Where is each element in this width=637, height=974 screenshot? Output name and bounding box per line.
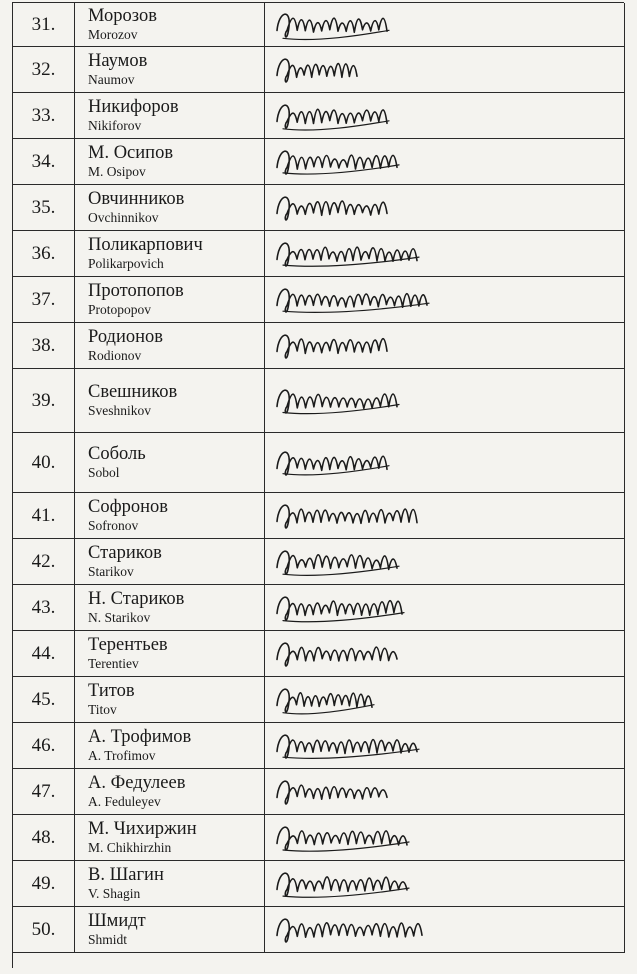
row-number: 39. — [13, 369, 75, 433]
signature-stroke — [277, 735, 417, 758]
name-russian: Софронов — [88, 497, 168, 517]
name-russian: Соболь — [88, 444, 146, 464]
signature-cell — [265, 723, 625, 769]
name-english: M. Osipov — [88, 164, 146, 179]
signature-cell — [265, 47, 625, 93]
name-cell — [75, 3, 265, 47]
name-russian: Наумов — [88, 51, 148, 71]
name-russian: Титов — [88, 681, 135, 701]
row-number: 47. — [13, 769, 75, 815]
name-english: Terentiev — [88, 656, 139, 671]
signature-stroke — [277, 597, 402, 620]
row-number: 49. — [13, 861, 75, 907]
row-number: 33. — [13, 93, 75, 139]
row-number: 46. — [13, 723, 75, 769]
name-cell — [75, 139, 265, 185]
name-cell — [75, 93, 265, 139]
signature-stroke — [277, 919, 422, 942]
signature-cell — [265, 277, 625, 323]
signature-stroke — [277, 505, 417, 528]
signature-image — [273, 818, 423, 857]
signature-flourish — [283, 257, 419, 266]
row-number: 41. — [13, 493, 75, 539]
name-russian: Свешников — [88, 382, 178, 402]
row-number: 36. — [13, 231, 75, 277]
name-russian: А. Трофимов — [88, 727, 192, 747]
name-russian: Поликарпович — [88, 235, 203, 255]
name-cell — [75, 369, 265, 433]
name-english: Sveshnikov — [88, 403, 152, 418]
name-english: Rodionov — [88, 348, 142, 363]
row-number: 40. — [13, 433, 75, 493]
name-russian: Морозов — [88, 6, 157, 26]
signature-stroke — [277, 781, 387, 804]
signature-image — [273, 496, 433, 535]
name-cell — [75, 231, 265, 277]
signature-image — [273, 50, 373, 89]
signature-flourish — [283, 705, 374, 714]
name-cell — [75, 631, 265, 677]
name-russian: Родионов — [88, 327, 163, 347]
signature-stroke — [277, 289, 427, 312]
name-cell — [75, 433, 265, 493]
name-english: Nikiforov — [88, 118, 142, 133]
row-number: 42. — [13, 539, 75, 585]
row-number: 32. — [13, 47, 75, 93]
signature-cell — [265, 769, 625, 815]
signature-flourish — [283, 405, 399, 414]
signature-image — [273, 96, 403, 135]
signature-flourish — [283, 121, 389, 130]
name-english: A. Trofimov — [88, 748, 156, 763]
signature-stroke — [277, 335, 387, 358]
signature-stroke — [277, 689, 372, 712]
signature-image — [273, 634, 413, 673]
signature-image — [273, 280, 443, 319]
signature-stroke — [277, 197, 387, 220]
signature-stroke — [277, 643, 397, 666]
name-english: Morozov — [88, 27, 138, 42]
signature-image — [273, 726, 433, 765]
name-cell — [75, 539, 265, 585]
name-cell — [75, 47, 265, 93]
signature-cell — [265, 631, 625, 677]
signature-image — [273, 772, 403, 811]
signature-stroke — [277, 243, 417, 266]
signature-stroke — [277, 151, 397, 174]
name-russian: Шмидт — [88, 911, 146, 931]
name-english: N. Starikov — [88, 610, 151, 625]
name-english: Protopopov — [88, 302, 152, 317]
name-russian: Овчинников — [88, 189, 185, 209]
row-number: 45. — [13, 677, 75, 723]
signature-flourish — [283, 566, 399, 575]
row-number: 43. — [13, 585, 75, 631]
signature-cell — [265, 815, 625, 861]
name-english: Naumov — [88, 72, 135, 87]
signature-flourish — [283, 749, 419, 758]
name-russian: Н. Стариков — [88, 589, 185, 609]
signature-cell — [265, 493, 625, 539]
signature-cell — [265, 323, 625, 369]
signature-cell — [265, 3, 625, 47]
signature-stroke — [277, 873, 407, 896]
name-english: Sofronov — [88, 518, 139, 533]
name-cell — [75, 815, 265, 861]
signature-image — [273, 436, 403, 489]
name-russian: Протопопов — [88, 281, 184, 301]
name-russian: Никифоров — [88, 97, 179, 117]
signature-stroke — [277, 452, 387, 475]
signature-image — [273, 588, 418, 627]
row-number: 34. — [13, 139, 75, 185]
name-english: Titov — [88, 702, 117, 717]
name-english: Shmidt — [88, 932, 128, 947]
name-russian: Стариков — [88, 543, 162, 563]
name-cell — [75, 185, 265, 231]
name-russian: В. Шагин — [88, 865, 164, 885]
signature-stroke — [277, 551, 397, 574]
signature-image — [273, 864, 423, 903]
signatures-table — [12, 2, 624, 968]
signature-image — [273, 910, 438, 949]
signature-image — [273, 326, 403, 365]
name-cell — [75, 677, 265, 723]
signature-stroke — [277, 59, 357, 82]
signature-image — [273, 6, 403, 43]
row-number: 37. — [13, 277, 75, 323]
signature-image — [273, 234, 433, 273]
signature-image — [273, 142, 413, 181]
name-russian: А. Федулеев — [88, 773, 186, 793]
signature-flourish — [283, 165, 399, 174]
name-cell — [75, 723, 265, 769]
name-cell — [75, 769, 265, 815]
signature-image — [273, 188, 403, 227]
signature-cell — [265, 93, 625, 139]
name-cell — [75, 323, 265, 369]
signature-cell — [265, 139, 625, 185]
name-russian: Терентьев — [88, 635, 168, 655]
signature-flourish — [283, 30, 389, 39]
name-english: Ovchinnikov — [88, 210, 159, 225]
signature-cell — [265, 677, 625, 723]
name-english: Starikov — [88, 564, 134, 579]
signature-image — [273, 372, 413, 429]
signature-cell — [265, 539, 625, 585]
name-russian: М. Осипов — [88, 143, 174, 163]
signature-image — [273, 680, 388, 719]
row-number: 44. — [13, 631, 75, 677]
row-number: 50. — [13, 907, 75, 953]
row-number: 38. — [13, 323, 75, 369]
row-number: 31. — [13, 3, 75, 47]
name-cell — [75, 585, 265, 631]
name-english: A. Feduleyev — [88, 794, 161, 809]
name-english: Polikarpovich — [88, 256, 164, 271]
name-english: Sobol — [88, 465, 120, 480]
row-number: 35. — [13, 185, 75, 231]
signature-cell — [265, 369, 625, 433]
name-cell — [75, 277, 265, 323]
name-english: M. Chikhirzhin — [88, 840, 172, 855]
name-cell — [75, 861, 265, 907]
signature-cell — [265, 907, 625, 953]
signature-cell — [265, 231, 625, 277]
signature-cell — [265, 861, 625, 907]
name-russian: М. Чихиржин — [88, 819, 197, 839]
row-number: 48. — [13, 815, 75, 861]
name-english: V. Shagin — [88, 886, 141, 901]
signature-cell — [265, 433, 625, 493]
signature-stroke — [277, 390, 397, 413]
signature-flourish — [283, 613, 404, 622]
signature-image — [273, 542, 413, 581]
name-cell — [75, 493, 265, 539]
signature-cell — [265, 185, 625, 231]
signature-cell — [265, 585, 625, 631]
signature-stroke — [277, 827, 407, 850]
name-cell — [75, 907, 265, 953]
signature-flourish — [283, 466, 389, 475]
